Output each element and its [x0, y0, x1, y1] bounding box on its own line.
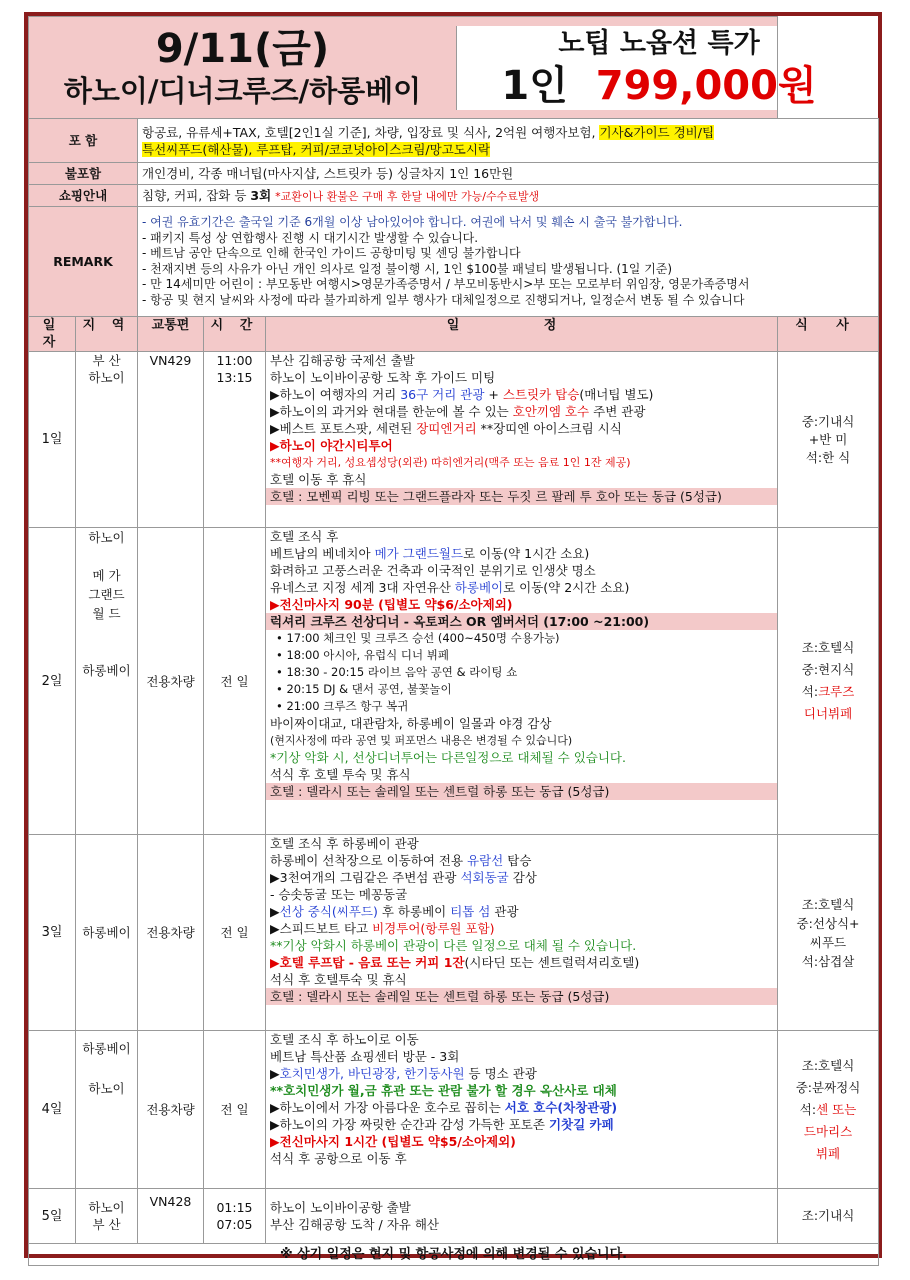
cruise-item: • 20:15 DJ & 댄서 공연, 불꽃놀이: [276, 682, 452, 696]
region: 하노이: [88, 370, 125, 385]
time: 07:05: [216, 1217, 253, 1232]
shopping-cell: [138, 185, 879, 207]
schedule-line: 호텔 조식 후 하노이로 이동: [270, 1032, 419, 1047]
region-cell: [76, 1031, 138, 1189]
exclude-row: [29, 163, 879, 185]
column-header-row: [29, 317, 879, 352]
text: 석:: [801, 684, 819, 699]
schedule-line: 석식 후 공항으로 이동 후: [270, 1151, 407, 1166]
text: **장띠엔 아이스크림 시식: [476, 421, 622, 436]
schedule-line: **호치민생가 월,금 휴관 또는 관람 불가 할 경우 옥산사로 대체: [270, 1083, 617, 1098]
schedule-line: **기상 악화시 하롱베이 관광이 다른 일정으로 대체 될 수 있습니다.: [270, 938, 637, 953]
day-row-5: [29, 1189, 879, 1244]
schedule-line: 석식 후 호텔 투숙 및 휴식: [270, 767, 411, 782]
exclude-text: 개인경비, 각종 매너팁(마사지샵, 스트릿카 등) 싱글차지 1인 16만원: [138, 163, 879, 185]
col-day: 일 자: [29, 317, 76, 352]
price-prefix: 1인: [501, 62, 568, 109]
text: 후 하롱베이: [377, 904, 451, 919]
time: 11:00: [216, 353, 253, 368]
shopping-count: 3회: [250, 187, 272, 203]
day-label: 2일: [29, 528, 76, 835]
text: ▶호텔 루프탑 - 음료 또는 커피 1잔: [270, 955, 465, 970]
text: 메가 그랜드월드: [374, 546, 464, 561]
itinerary-table: [28, 16, 879, 1266]
text: 유람선: [467, 853, 504, 868]
cruise-title: 럭셔리 크루즈 선상디너 - 옥토퍼스 OR 엠버서더 (17:00 ~21:00): [266, 613, 777, 630]
remark-row: [29, 207, 879, 317]
time-cell: [204, 1189, 266, 1244]
region: 하롱베이: [76, 835, 138, 1031]
time: 전 일: [204, 528, 266, 835]
trip-date: 9/11(금): [155, 25, 330, 72]
col-schedule: 일 정: [266, 317, 778, 352]
schedule-line: 석식 후 호텔투숙 및 휴식: [270, 972, 407, 987]
shopping-label: 쇼핑안내: [29, 185, 138, 207]
schedule-cell: [266, 352, 778, 528]
include-cell: [138, 119, 879, 163]
transport: VN429: [138, 352, 204, 528]
meal-cell: [778, 1031, 879, 1189]
remark-label: REMARK: [29, 207, 138, 317]
day-row-4: [29, 1031, 879, 1189]
schedule-line: [270, 579, 773, 596]
text: 탑승: [503, 853, 532, 868]
schedule-line: 바이짜이대교, 대관람차, 하롱베이 일몰과 야경 감상: [270, 716, 552, 731]
time: 전 일: [204, 1031, 266, 1189]
text: 비경투어(항루원 포함): [372, 921, 495, 936]
time-cell: [204, 352, 266, 528]
text: 주변 관광: [589, 404, 646, 419]
hotel-info: 호텔 : 델라시 또는 솔레일 또는 센트럴 하롱 또는 동급 (5성급): [266, 783, 777, 800]
text: ▶스피드보트 타고: [270, 921, 373, 936]
col-region: 지 역: [76, 317, 138, 352]
include-row: [29, 119, 879, 163]
day-row-2: [29, 528, 879, 835]
text: 로 이동(약 1시간 소요): [463, 546, 590, 561]
transport: 전용차량: [138, 835, 204, 1031]
schedule-line: 부산 김해공항 도착 / 자유 해산: [270, 1217, 439, 1232]
region: 메 가: [92, 568, 121, 583]
schedule-line: [270, 903, 773, 920]
region: 부 산: [92, 1217, 121, 1232]
meal: 씨푸드: [809, 934, 847, 950]
remark-item: - 천재지변 등의 사유가 아닌 개인 의사로 일정 불이행 시, 1인 $100불 패널티 발생됩니다. (1일 기준): [142, 261, 673, 276]
remark-item: - 항공 및 현지 날씨와 사정에 따라 불가피하게 일부 행사가 대체일정으로 진행되거나, 일정순서 변동 될 수 있습니다: [142, 292, 745, 307]
region: 그랜드: [88, 587, 125, 602]
text: ▶하노이 여행자의 거리: [270, 387, 401, 402]
region: 하롱베이: [82, 663, 131, 678]
header-left: [29, 17, 817, 119]
footer-note: ※ 상기 일정은 현지 및 항공사정에 의해 변경될 수 있습니다.: [29, 1244, 879, 1266]
schedule-line: [270, 420, 773, 437]
meal: 중:분짜정식: [795, 1079, 861, 1095]
price: 799,000원: [595, 62, 817, 109]
region-cell: [76, 528, 138, 835]
hotel-info: 호텔 : 델라시 또는 솔레일 또는 센트럴 하롱 또는 동급 (5성급): [266, 988, 777, 1005]
price-row: [457, 62, 861, 110]
schedule-line: 하노이 노이바이공항 출발: [270, 1200, 411, 1215]
text: 36구 거리 관광: [400, 387, 485, 402]
meal: 조:호텔식: [801, 640, 855, 655]
text: 호치민생가, 바딘광장, 한기둥사원: [279, 1066, 465, 1081]
schedule-line: [270, 954, 773, 971]
meal: [782, 681, 874, 703]
schedule-line: [270, 386, 773, 403]
text: 관광: [490, 904, 519, 919]
itinerary-frame: [24, 12, 882, 1262]
text: 감상: [508, 870, 537, 885]
trip-route: 하노이/디너크루즈/하롱베이: [63, 73, 422, 108]
schedule-line: 베트남 특산품 쇼핑센터 방문 - 3회: [270, 1049, 460, 1064]
day-label: 1일: [29, 352, 76, 528]
text: 센 또는: [816, 1101, 857, 1117]
text: 하롱베이: [454, 580, 504, 595]
region: 부 산: [92, 353, 121, 368]
transport: 전용차량: [138, 1031, 204, 1189]
product-name: 노팁 노옵션 특가: [558, 27, 760, 59]
include-highlight: 기사&가이드 경비/팁: [599, 124, 715, 140]
schedule-line: - 승솟동굴 또는 메꽁동굴: [270, 887, 408, 902]
schedule-line: [270, 545, 773, 562]
text: ▶하노이에서 가장 아름다운 호수로 꼽히는: [270, 1100, 505, 1115]
text: ▶베스트 포토스팟, 세련된: [270, 421, 417, 436]
text: ▶하노이의 과거와 현대를 한눈에 볼 수 있는: [270, 404, 513, 419]
meal-cell: [778, 352, 879, 528]
meal-cell: [778, 835, 879, 1031]
cruise-item: • 18:30 - 20:15 라이브 음악 공연 & 라이팅 쇼: [276, 665, 518, 679]
text: 크루즈: [818, 684, 855, 699]
remark-item: - 여권 유효기간은 출국일 기준 6개월 이상 남아있어야 합니다. 여권에 낙서 및 훼손 시 출국 불가합니다.: [142, 215, 683, 229]
text: 베트남의 베네치아: [270, 546, 375, 561]
meal: [782, 1099, 874, 1121]
day-label: 3일: [29, 835, 76, 1031]
remark-list: [138, 207, 879, 317]
transport: VN428: [138, 1189, 204, 1244]
text: 석:: [799, 1101, 817, 1117]
text: 스트릿카 탑승: [502, 387, 580, 402]
hotel-info: 호텔 : 모벤픽 리빙 또는 그랜드플라자 또는 두짓 르 팔레 투 호아 또는 동급 (5성급): [266, 488, 777, 505]
text: 호안끼엠 호수: [512, 404, 590, 419]
schedule-cell: [266, 528, 778, 835]
region: 하롱베이: [82, 1041, 131, 1056]
schedule-line: ▶하노이 야간시티투어: [270, 438, 393, 453]
include-text2: 특선씨푸드(해산물), 루프탑, 커피/코코넛아이스크림/망고도시락: [142, 141, 491, 157]
meal: 중:현지식: [801, 662, 855, 677]
text: (매너팁 별도): [579, 387, 654, 402]
text: 선상 중식(씨푸드): [279, 904, 378, 919]
schedule-line: [270, 920, 773, 937]
cruise-item: • 17:00 체크인 및 크루즈 승선 (400~450명 수용가능): [276, 631, 560, 645]
header-row: [29, 17, 879, 119]
region: 하노이: [88, 1200, 125, 1215]
schedule-line: 호텔 조식 후 하롱베이 관광: [270, 836, 419, 851]
text: ▶3천여개의 그림같은 주변섬 관광: [270, 870, 461, 885]
schedule-cell: [266, 1189, 778, 1244]
time: 01:15: [216, 1200, 253, 1215]
include-label: 포 함: [29, 119, 138, 163]
schedule-line: 호텔 이동 후 휴식: [270, 472, 367, 487]
col-meal: 식 사: [778, 317, 879, 352]
text: 서호 호수(차창관광): [504, 1100, 618, 1115]
region-cell: [76, 1189, 138, 1244]
col-transport: 교통편: [138, 317, 204, 352]
schedule-line: [270, 403, 773, 420]
day-label: 4일: [29, 1031, 76, 1189]
shopping-note: *교환이나 환불은 구매 후 한달 내에만 가능/수수료발생: [275, 189, 540, 203]
meal: 중:선상식+: [796, 915, 860, 931]
cruise-item: • 21:00 크루즈 항구 복귀: [276, 699, 409, 713]
text: +: [484, 387, 503, 402]
remark-item: - 만 14세미만 어린이 : 부모동반 여행시>영문가족증명서 / 부모비동반시>부 또는 모로부터 위임장, 영문가족증명서: [142, 277, 750, 291]
region: 하노이: [88, 530, 125, 545]
time: 13:15: [216, 370, 253, 385]
region: 하노이: [88, 1081, 125, 1096]
remark-item: - 베트남 공안 단속으로 인해 한국인 가이드 공항미팅 및 센딩 불가합니다: [142, 246, 521, 260]
footer-row: [29, 1244, 879, 1266]
shopping-row: [29, 185, 879, 207]
meal-cell: [778, 528, 879, 835]
text: 로 이동(약 2시간 소요): [503, 580, 630, 595]
text: 기찻길 카페: [548, 1117, 614, 1132]
text: 장띠엔거리: [416, 421, 477, 436]
meal: 조:호텔식: [801, 1057, 855, 1073]
col-time: 시 간: [204, 317, 266, 352]
meal: 드마리스: [803, 1123, 853, 1139]
remark-item: - 패키지 특성 상 연합행사 진행 시 대기시간 발생할 수 있습니다.: [142, 230, 479, 245]
schedule-line: **여행자 거리, 성요셉성당(외관) 따히엔거리(맥주 또는 음료 1인 1잔 제공): [270, 456, 631, 469]
meal: 석:한 식: [805, 449, 851, 465]
schedule-line: 하노이 노이바이공항 도착 후 가이드 미팅: [270, 370, 496, 385]
meal: 조:호텔식: [801, 896, 855, 912]
schedule-line: 부산 김해공항 국제선 출발: [270, 353, 415, 368]
transport: 전용차량: [138, 528, 204, 835]
day-row-3: [29, 835, 879, 1031]
day-label: 5일: [29, 1189, 76, 1244]
schedule-cell: [266, 835, 778, 1031]
day-row-1: [29, 352, 879, 528]
text: ▶: [270, 904, 280, 919]
schedule-cell: [266, 1031, 778, 1189]
schedule-line: ▶전신마사지 90분 (팁별도 약$6/소아제외): [270, 597, 513, 612]
text: 하롱베이 선착장으로 이동하여 전용: [270, 853, 468, 868]
schedule-line: ▶전신마사지 1시간 (팁별도 약$5/소아제외): [270, 1134, 516, 1149]
text: 티톱 섬: [450, 904, 491, 919]
schedule-line: [270, 852, 773, 869]
text: 석회동굴: [460, 870, 509, 885]
meal: +반 미: [808, 431, 848, 447]
meal: 중:기내식: [801, 413, 855, 429]
meal: 조:기내식: [778, 1189, 879, 1244]
meal: 디너뷔페: [803, 706, 853, 721]
schedule-line: (현지사정에 따라 공연 및 퍼포먼스 내용은 변경될 수 있습니다): [270, 734, 573, 747]
text: (시타딘 또는 센트럴럭셔리호텔): [464, 955, 640, 970]
text: ▶: [270, 1066, 280, 1081]
schedule-line: 호텔 조식 후: [270, 529, 339, 544]
schedule-line: 화려하고 고풍스러운 건축과 이국적인 분위기로 인생샷 명소: [270, 563, 596, 578]
cruise-item: • 18:00 아시아, 유럽식 디너 뷔페: [276, 648, 449, 662]
schedule-line: [270, 1099, 773, 1116]
meal: 뷔페: [815, 1145, 841, 1161]
meal: 석:삼겹살: [801, 953, 855, 969]
exclude-label: 불포함: [29, 163, 138, 185]
time: 전 일: [204, 835, 266, 1031]
schedule-line: [270, 869, 773, 886]
schedule-line: [270, 1065, 773, 1082]
include-text: 항공료, 유류세+TAX, 호텔[2인1실 기준], 차량, 입장료 및 식사, 2억원 여행자보험,: [142, 124, 596, 140]
schedule-line: *기상 악화 시, 선상디너투어는 다른일정으로 대체될 수 있습니다.: [270, 750, 626, 765]
text: ▶하노이의 가장 짜릿한 순간과 감성 가득한 포토존: [270, 1117, 549, 1132]
text: 유네스코 지정 세계 3대 자연유산: [270, 580, 455, 595]
schedule-line: [270, 1116, 773, 1133]
shopping-text: 침향, 커피, 잡화 등: [142, 187, 247, 203]
region-cell: [76, 352, 138, 528]
text: 등 명소 관광: [464, 1066, 537, 1081]
region: 월 드: [92, 606, 121, 621]
